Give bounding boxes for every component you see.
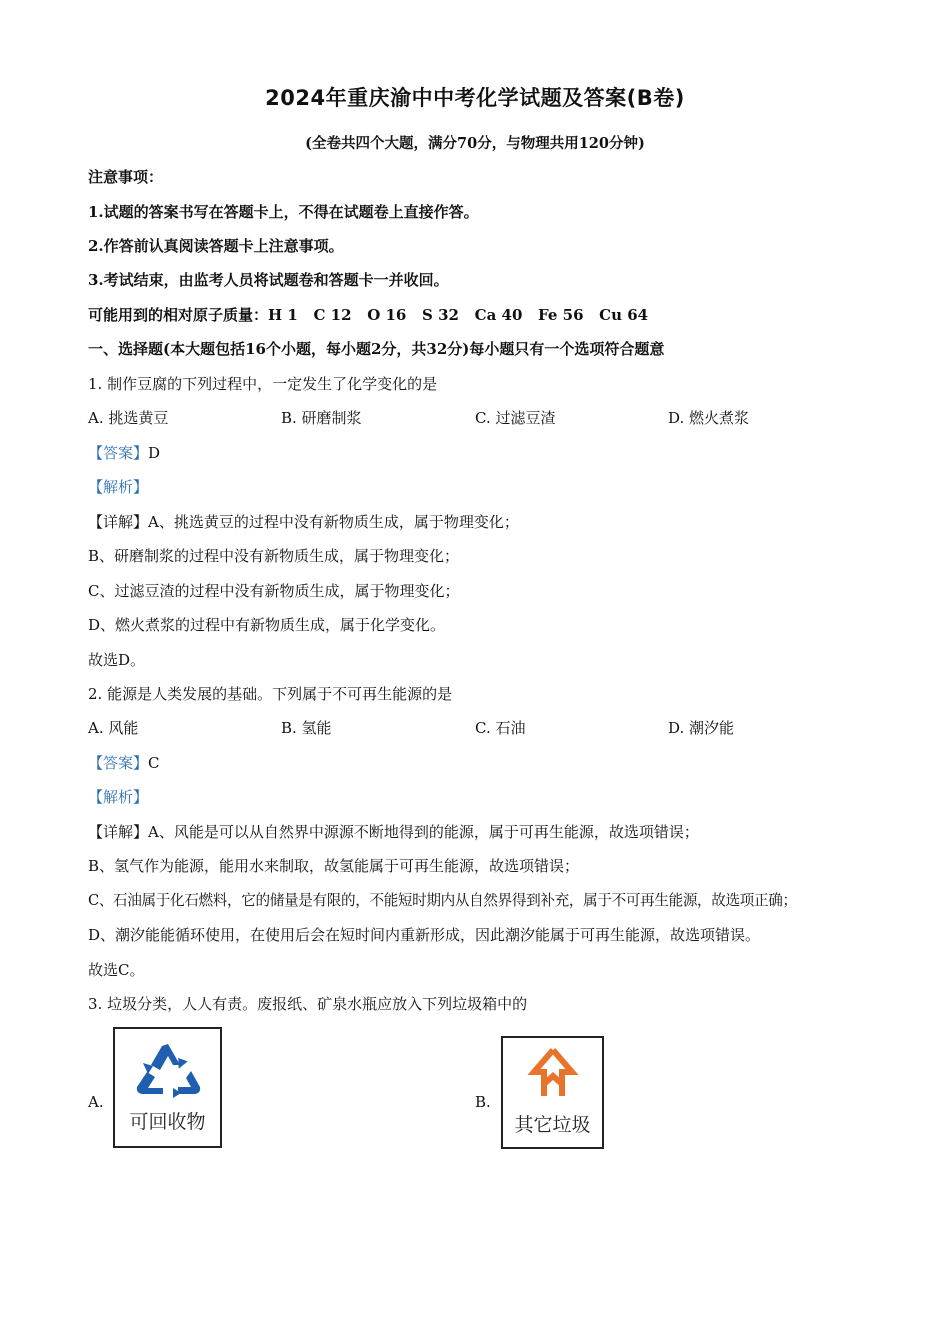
- answer-line: [88, 443, 160, 463]
- notice-item: 2.作答前认真阅读答题卡上注意事项。: [88, 237, 344, 255]
- notice-heading: 注意事项：: [88, 168, 164, 186]
- detail-text: C、石油属于化石燃料，它的储量是有限的，不能短时期内从自然界得到补充，属于不可再生能源，故选项正确；: [88, 892, 797, 909]
- detail-text: B、氢气作为能源，能用水来制取，故氢能属于可再生能源，故选项错误；: [88, 857, 580, 875]
- question-stem: 3. 垃圾分类，人人有责。废报纸、矿泉水瓶应放入下列垃圾箱中的: [88, 995, 528, 1013]
- other-waste-bin-sign: [501, 1036, 604, 1149]
- answer-tag: 【答案】: [88, 754, 149, 772]
- option-a: A. 风能: [88, 719, 139, 737]
- document-title: 2024年重庆渝中中考化学试题及答案(B卷): [265, 86, 685, 110]
- analysis-tag: 【解析】: [88, 478, 149, 496]
- detail-text: A、风能是可以从自然界中源源不断地得到的能源，属于可再生能源，故选项错误；: [148, 823, 699, 841]
- recycle-icon: [133, 1041, 203, 1103]
- option-c: C. 石油: [475, 719, 526, 737]
- detail-line: [88, 512, 519, 532]
- detail-text: C、过滤豆渣的过程中没有新物质生成，属于物理变化；: [88, 582, 460, 600]
- answer-line: [88, 753, 160, 773]
- option-b: B. 研磨制浆: [281, 409, 362, 427]
- option-b: B. 氢能: [281, 719, 332, 737]
- detail-tag: 【详解】: [88, 823, 149, 841]
- analysis-tag: 【解析】: [88, 788, 149, 806]
- document-subtitle: (全卷共四个大题，满分70分，与物理共用120分钟): [305, 135, 645, 152]
- answer-value: C: [148, 754, 160, 772]
- detail-line: [88, 822, 699, 842]
- notice-item: 1.试题的答案书写在答题卡上，不得在试题卷上直接作答。: [88, 203, 479, 221]
- bin-label: 可回收物: [129, 1111, 206, 1133]
- answer-value: D: [148, 444, 161, 462]
- option-b: B.: [475, 1093, 491, 1111]
- detail-tag: 【详解】: [88, 513, 149, 531]
- option-a: A.: [88, 1093, 104, 1111]
- answer-tag: 【答案】: [88, 444, 149, 462]
- detail-text: D、潮汐能能循环使用，在使用后会在短时间内重新形成，因此潮汐能属于可再生能源，故选项错误。: [88, 926, 761, 944]
- question-stem: 1. 制作豆腐的下列过程中，一定发生了化学变化的是: [88, 375, 438, 393]
- option-a: A. 挑选黄豆: [88, 409, 169, 427]
- detail-text: D、燃火煮浆的过程中有新物质生成，属于化学变化。: [88, 616, 446, 634]
- option-c: C. 过滤豆渣: [475, 409, 556, 427]
- bin-label: 其它垃圾: [514, 1114, 591, 1136]
- section-heading: 一、选择题(本大题包括16个小题，每小题2分，共32分)每小题只有一个选项符合题意: [88, 340, 665, 358]
- other-waste-arrow-icon: [522, 1046, 584, 1102]
- recyclable-bin-sign: [113, 1027, 222, 1148]
- conclusion-text: 故选C。: [88, 961, 145, 979]
- question-stem: 2. 能源是人类发展的基础。下列属于不可再生能源的是: [88, 685, 453, 703]
- conclusion-text: 故选D。: [88, 651, 146, 669]
- detail-text: A、挑选黄豆的过程中没有新物质生成，属于物理变化；: [148, 513, 519, 531]
- detail-text: B、研磨制浆的过程中没有新物质生成，属于物理变化；: [88, 547, 460, 565]
- atomic-mass-line: 可能用到的相对原子质量：H 1 C 12 O 16 S 32 Ca 40 Fe 56 Cu 64: [88, 306, 649, 324]
- option-d: D. 燃火煮浆: [668, 409, 750, 427]
- option-d: D. 潮汐能: [668, 719, 735, 737]
- notice-item: 3.考试结束，由监考人员将试题卷和答题卡一并收回。: [88, 271, 449, 289]
